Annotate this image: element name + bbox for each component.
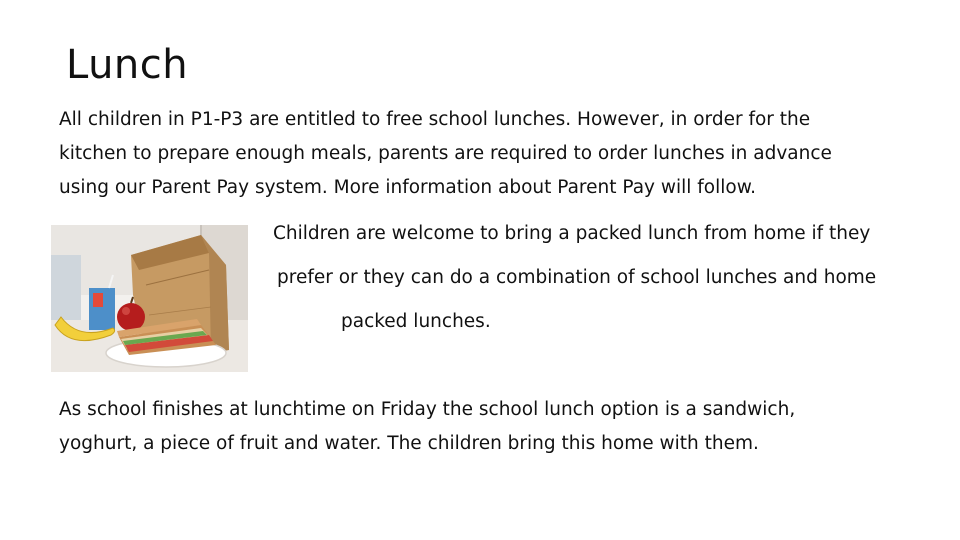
packed-line: prefer or they can do a combination of school lunches and home [277, 267, 877, 288]
intro-line: using our Parent Pay system. More information about Parent Pay will follow. [59, 177, 757, 198]
intro-paragraph [59, 103, 832, 205]
friday-line: yoghurt, a piece of fruit and water. The children bring this home with them. [59, 433, 759, 454]
packed-lunch-photo [51, 225, 248, 372]
packed-line: Children are welcome to bring a packed lunch from home if they [273, 223, 871, 244]
intro-line: kitchen to prepare enough meals, parents are required to order lunches in advance [59, 143, 832, 164]
intro-line: All children in P1-P3 are entitled to free school lunches. However, in order for the [59, 109, 811, 130]
friday-line: As school finishes at lunchtime on Friday the school lunch option is a sandwich, [59, 399, 796, 420]
apple [117, 303, 145, 331]
packed-line: packed lunches. [341, 311, 491, 332]
friday-paragraph [59, 393, 795, 461]
page-title: Lunch [66, 42, 189, 88]
